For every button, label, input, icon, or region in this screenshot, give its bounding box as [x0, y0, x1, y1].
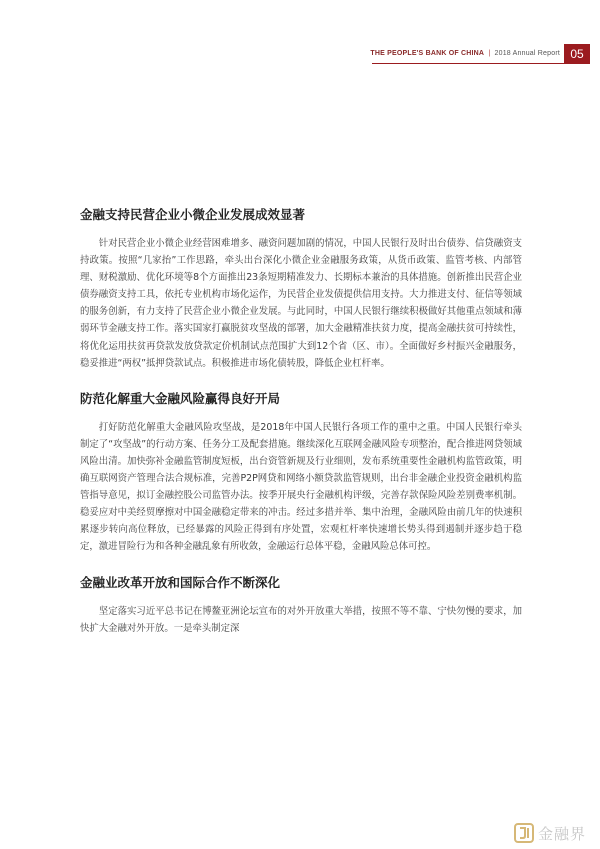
watermark — [514, 821, 586, 845]
section-heading: 防范化解重大金融风险赢得良好开局 — [80, 390, 281, 406]
main-content — [80, 205, 522, 654]
section-body: 坚定落实习近平总书记在博鳌亚洲论坛宣布的对外开放重大举措，按照不等不靠、宁快勿慢的要求，加快扩大金融对外开放。一是牵头制定深 — [80, 605, 522, 634]
section-private-sme-support — [80, 205, 522, 372]
header-text — [370, 50, 560, 57]
page-header — [0, 44, 600, 64]
page-number: 05 — [564, 44, 590, 64]
section-reform-opening — [80, 573, 522, 637]
section-heading: 金融支持民营企业小微企业发展成效显著 — [80, 207, 306, 222]
section-body: 针对民营企业小微企业经营困难增多、融资问题加剧的情况，中国人民银行及时出台债券、信贷融资支持政策。按照“几家抬”工作思路，牵头出台深化小微企业金融服务政策，从货币政策、监管考核、内部管理、财税激励、优化环境等8个方面推出23条短期精准发力、长期标本兼治的具体措施。创新推出民营企业债券融资支持工具，依托专业机构市场化运作，为民营企业发债提供信用支持。大力推进支付、征信等领域的服务创新，有力支持了民营企业小微企业发展。与此同时，中国人民银行继续积极做好其他重点领域和薄弱环节金融支持工作。落实国家打赢脱贫攻坚战的部署，加大金融精准扶贫力度，提高金融扶贫可持续性，将优化运用扶贫再贷款发放贷款定价机制试点范围扩大到12个省（区、市）。全面做好乡村振兴金融服务，稳妥推进“两权”抵押贷款试点。积极推进市场化债转股，降低企业杠杆率。 — [80, 238, 522, 369]
section-risk-prevention — [80, 389, 522, 556]
header-rule — [372, 63, 564, 64]
section-heading: 金融业改革开放和国际合作不断深化 — [80, 574, 281, 590]
header-report-title: 2018 Annual Report — [494, 50, 560, 57]
header-separator: | — [488, 50, 491, 57]
watermark-text: 金融界 — [537, 824, 586, 843]
header-org: THE PEOPLE'S BANK OF CHINA — [370, 50, 485, 57]
section-body: 打好防范化解重大金融风险攻坚战，是2018年中国人民银行各项工作的重中之重。中国人民银行牵头制定了“攻坚战”的行动方案、任务分工及配套措施。继续深化互联网金融风险专项整治，配合推进网贷领域风险出清。加快弥补金融监管制度短板，出台资管新规及行业细则，发布系统重要性金融机构监管政策，明确互联网资产管理合法合规标准，完善P2P网贷和网络小额贷款监管规则，出台非金融企业投资金融机构监管指导意见，拟订金融控股公司监管办法。按季开展央行金融机构评级，完善存款保险风险差别费率机制。稳妥应对中美经贸摩擦对中国金融稳定带来的冲击。经过多措并举、集中治理，金融风险由前几年的快速积累逐步转向高位释放，已经暴露的风险正得到有序处置，宏观杠杆率快速增长势头得到遏制并逐步趋于稳定，激进冒险行为和各种金融乱象有所收敛，金融运行总体平稳，金融风险总体可控。 — [80, 421, 522, 553]
jrj-logo-icon — [514, 823, 534, 843]
